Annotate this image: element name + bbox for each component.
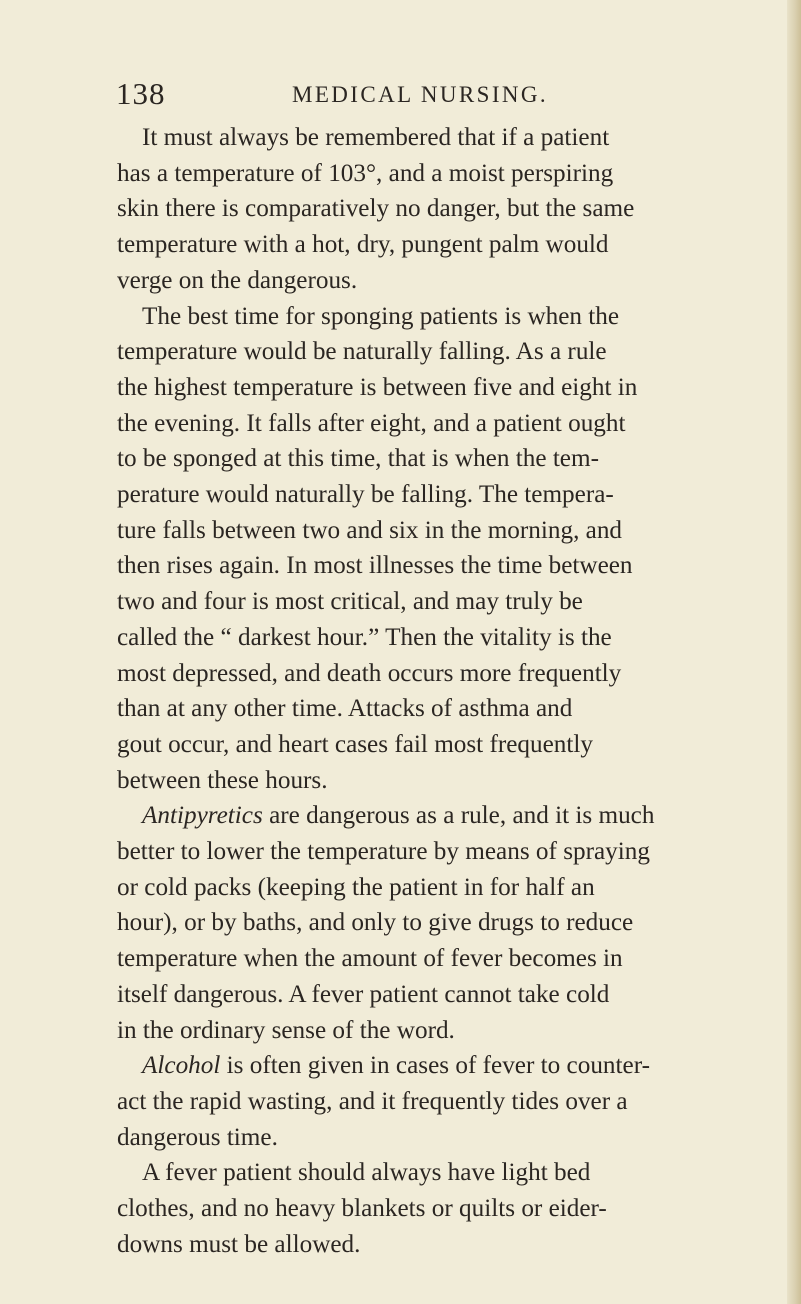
- text-line: between these hours.: [117, 766, 328, 794]
- text-line: dangerous time.: [117, 1123, 278, 1151]
- text-line: or cold packs (keeping the patient in for half an: [117, 873, 595, 901]
- paragraph-sponging: [117, 299, 737, 799]
- italic-term: Alcohol: [142, 1052, 221, 1080]
- text-line: the evening. It falls after eight, and a patient ought: [117, 409, 626, 437]
- text-line: than at any other time. Attacks of asthma and: [117, 695, 573, 723]
- text-line: [117, 1048, 737, 1084]
- text-line: skin there is comparatively no danger, but the same: [117, 195, 635, 223]
- text-run: are dangerous as a rule, and it is much: [262, 802, 655, 830]
- text-line: [117, 798, 737, 834]
- paragraph-fever-danger: [117, 120, 737, 299]
- text-line: in the ordinary sense of the word.: [117, 1016, 455, 1044]
- paragraph-bed-clothes: [117, 1155, 737, 1262]
- text-line: act the rapid wasting, and it frequently tides over a: [117, 1087, 628, 1115]
- text-line: verge on the dangerous.: [117, 266, 358, 294]
- text-line: temperature with a hot, dry, pungent palm would: [117, 231, 609, 259]
- text-line: itself dangerous. A fever patient cannot take cold: [117, 980, 610, 1008]
- text-line: two and four is most critical, and may truly be: [117, 588, 583, 616]
- text-line: has a temperature of 103°, and a moist perspiring: [117, 159, 614, 187]
- text-line: to be sponged at this time, that is when the tem-: [117, 445, 599, 473]
- text-line: A fever patient should always have light bed: [142, 1159, 591, 1187]
- running-head: MEDICAL NURSING.: [292, 82, 549, 107]
- text-line: ture falls between two and six in the morning, and: [117, 516, 623, 544]
- text-line: called the “ darkest hour.” Then the vitality is the: [117, 623, 612, 651]
- text-line: hour), or by baths, and only to give drugs to reduce: [117, 909, 634, 937]
- paragraph-antipyretics: [117, 798, 737, 1048]
- text-line: downs must be allowed.: [117, 1230, 361, 1258]
- text-line: gout occur, and heart cases fail most frequently: [117, 730, 593, 758]
- page-edge: [787, 0, 801, 1304]
- body-text: [117, 120, 737, 1263]
- text-line: It must always be remembered that if a patient: [142, 124, 610, 151]
- text-line: temperature would be naturally falling. As a rule: [117, 338, 607, 366]
- text-line: better to lower the temperature by means of spraying: [117, 838, 650, 866]
- text-line: the highest temperature is between five and eight in: [117, 373, 638, 401]
- page-header: [116, 76, 646, 116]
- text-line: perature would naturally be falling. The tempera-: [117, 481, 614, 509]
- italic-term: Antipyretics: [142, 802, 263, 830]
- page-number: 138: [116, 76, 166, 111]
- text-line: The best time for sponging patients is when the: [142, 302, 620, 330]
- text-line: clothes, and no heavy blankets or quilts or eider-: [117, 1195, 607, 1223]
- text-line: temperature when the amount of fever becomes in: [117, 945, 623, 973]
- text-line: most depressed, and death occurs more frequently: [117, 659, 622, 687]
- text-line: then rises again. In most illnesses the time between: [117, 552, 633, 580]
- paragraph-alcohol: [117, 1048, 737, 1155]
- text-run: is often given in cases of fever to counter-: [220, 1052, 650, 1080]
